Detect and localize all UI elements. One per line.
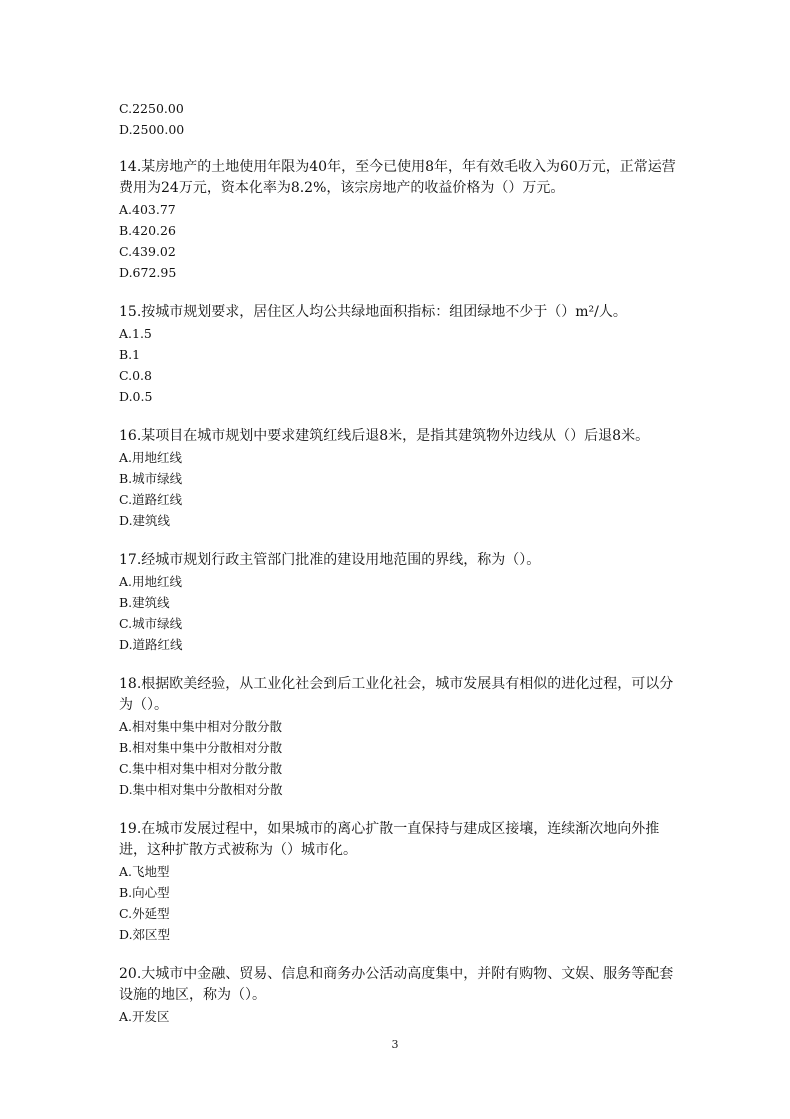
leading-options <box>119 98 679 140</box>
question-text: 17.经城市规划行政主管部门批准的建设用地范围的界线，称为（）。 <box>119 552 541 568</box>
question-20 <box>119 964 679 1027</box>
option: D.0.5 <box>119 389 153 404</box>
option: A.相对集中集中相对分散分散 <box>119 719 283 734</box>
option: C.集中相对集中相对分散分散 <box>119 761 283 776</box>
option: D.郊区型 <box>119 927 171 942</box>
question-17 <box>119 550 679 655</box>
question-text: 16.某项目在城市规划中要求建筑红线后退8米，是指其建筑物外边线从（）后退8米。 <box>119 428 650 444</box>
option: C.外延型 <box>119 906 170 921</box>
option: B.1 <box>119 347 141 362</box>
option: A.飞地型 <box>119 864 170 879</box>
question-text: 18.根据欧美经验，从工业化社会到后工业化社会，城市发展具有相似的进化过程，可以分为（）。 <box>119 676 674 713</box>
question-18 <box>119 674 679 800</box>
option: C.道路红线 <box>119 492 183 507</box>
question-text: 15.按城市规划要求，居住区人均公共绿地面积指标：组团绿地不少于（）m²/人。 <box>119 304 627 320</box>
option: C.城市绿线 <box>119 616 183 631</box>
question-14 <box>119 157 679 283</box>
question-text: 20.大城市中金融、贸易、信息和商务办公活动高度集中，并附有购物、文娱、服务等配套设施的地区，称为（）。 <box>119 966 674 1003</box>
option: A.403.77 <box>119 202 176 217</box>
option: D.2500.00 <box>119 122 185 137</box>
option: C.0.8 <box>119 368 152 383</box>
option: B.城市绿线 <box>119 471 183 486</box>
question-19 <box>119 819 679 945</box>
question-text: 19.在城市发展过程中，如果城市的离心扩散一直保持与建成区接壤，连续渐次地向外推进，这种扩散方式被称为（）城市化。 <box>119 821 660 858</box>
option: D.道路红线 <box>119 637 183 652</box>
question-15 <box>119 302 679 407</box>
option: B.相对集中集中分散相对分散 <box>119 740 283 755</box>
option: A.用地红线 <box>119 574 183 589</box>
option: A.开发区 <box>119 1009 170 1024</box>
option: C.2250.00 <box>119 101 184 116</box>
question-text: 14.某房地产的土地使用年限为40年，至今已使用8年，年有效毛收入为60万元，正常运营费用为24万元，资本化率为8.2%，该宗房地产的收益价格为（）万元。 <box>119 159 676 196</box>
option: A.1.5 <box>119 326 152 341</box>
option: C.439.02 <box>119 244 176 259</box>
option: B.向心型 <box>119 885 170 900</box>
option: D.建筑线 <box>119 513 171 528</box>
option: D.集中相对集中分散相对分散 <box>119 782 283 797</box>
page-number: 3 <box>391 1038 399 1051</box>
option: A.用地红线 <box>119 450 183 465</box>
option: B.420.26 <box>119 223 176 238</box>
option: D.672.95 <box>119 265 177 280</box>
document-page <box>119 98 679 1027</box>
question-16 <box>119 426 679 531</box>
option: B.建筑线 <box>119 595 170 610</box>
